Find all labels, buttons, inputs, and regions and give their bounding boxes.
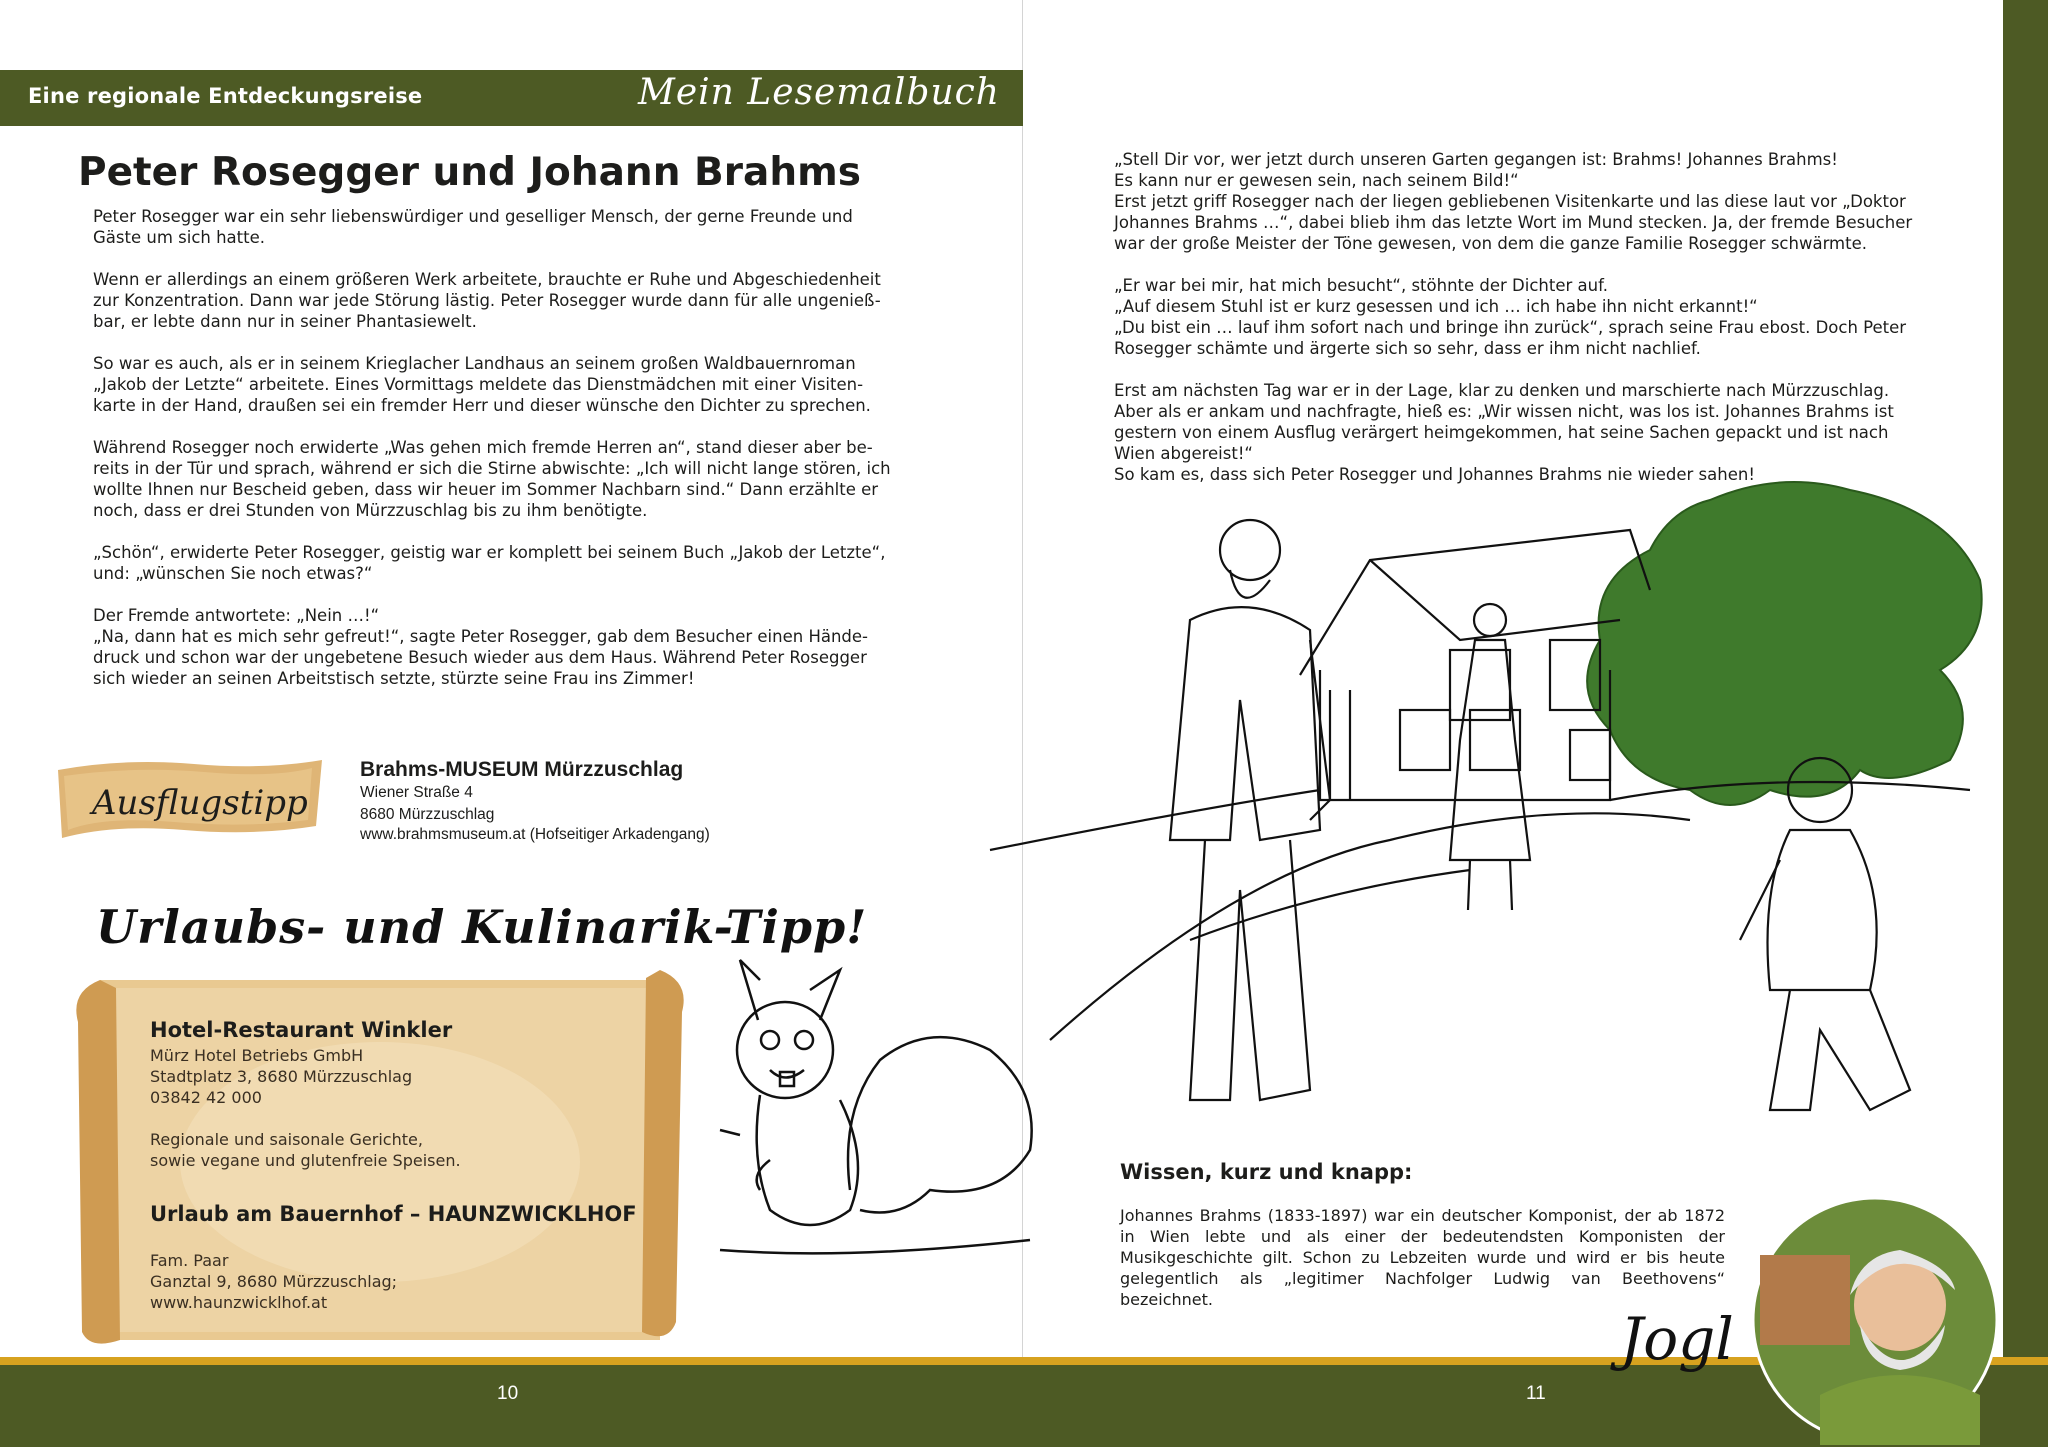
- footer-bar: [0, 1365, 2048, 1447]
- museum-name: Brahms-MUSEUM Mürzzuschlag: [360, 758, 684, 781]
- ausflugstipp-banner: [54, 756, 326, 842]
- hotel-note: sowie vegane und glutenfreie Speisen.: [150, 1151, 461, 1170]
- farm-line: Ganztal 9, 8680 Mürzzuschlag;: [150, 1272, 398, 1291]
- museum-street: Wiener Straße 4: [360, 784, 473, 801]
- page-number-left: 10: [497, 1383, 519, 1404]
- farm-line: Fam. Paar: [150, 1251, 229, 1270]
- footer-gold-stripe: [0, 1357, 2048, 1365]
- story-paragraph: Peter Rosegger war ein sehr liebenswürdiger und geselliger Mensch, der gerne Freunde und Gäste um sich hatte.: [93, 207, 853, 247]
- jogl-signature: Jogl: [1620, 1305, 1734, 1373]
- story-paragraph: Der Fremde antwortete: „Nein …!“ „Na, dann hat es mich sehr gefreut!“, sagte Peter Rosegger, gab dem Besucher einen Hände- druck und schon war der ungebetene Besuch wieder aus dem Haus. Während Peter Rosegger sich wieder an seinen Arbeitstisch setzte, stürzte seine Frau ins Zimmer!: [93, 606, 868, 688]
- wissen-heading: Wissen, kurz und knapp:: [1120, 1160, 1413, 1184]
- brahms-scene-illustration: [990, 470, 2000, 1160]
- story-paragraph: So war es auch, als er in seinem Krieglacher Landhaus an seinem großen Waldbauernroman „Jakob der Letzte“ arbeitete. Eines Vormittags meldete das Dienstmädchen mit einer Visiten- karte in der Hand, draußen sei ein fremder Herr und dieser wünsche den Dichter zu sprechen.: [93, 354, 871, 415]
- story-paragraph: „Stell Dir vor, wer jetzt durch unseren Garten gegangen ist: Brahms! Johannes Brahms! Es kann nur er gewesen sein, nach seinem Bild!“ Erst jetzt griff Rosegger nach der liegen gebliebenen Visitenkarte und las diese laut vor „Doktor Johannes Brahms …“, dabei blieb ihm das letzte Wort im Mund stecken. Ja, der fremde Besucher war der große Meister der Töne gewesen, von dem die ganze Familie Rosegger schwärmte.: [1114, 150, 1913, 253]
- story-left: [93, 206, 926, 710]
- wissen-text: Johannes Brahms (1833-1897) war ein deutscher Komponist, der ab 1872 in Wien lebte und als einer der bedeutendsten Komponisten der Musikgeschichte gilt. Schon zu Lebzeiten wurde und wird er bis heute gelegentlich als „legitimer Nachfolger Ludwig van Beethovens“ bezeichnet.: [1120, 1206, 1725, 1309]
- hotel-name: Hotel-Restaurant Winkler: [150, 1018, 453, 1042]
- ausflugstipp-label: Ausflugstipp: [92, 783, 308, 823]
- header-script-title: Mein Lesemalbuch: [638, 72, 1000, 113]
- hotel-line: Mürz Hotel Betriebs GmbH: [150, 1046, 364, 1065]
- story-paragraph: Erst am nächsten Tag war er in der Lage, klar zu denken und marschierte nach Mürzzuschlag. Aber als er ankam und nachfragte, hieß es: „Wir wissen nicht, was los ist. Johannes Brahms ist gestern von einem Ausflug verärgert heimgekommen, hat seine Sachen gepackt und ist nach Wien abgereist!“ So kam es, dass sich Peter Rosegger und Johannes Brahms nie wieder sahen!: [1114, 381, 1894, 484]
- story-paragraph: Wenn er allerdings an einem größeren Werk arbeitete, brauchte er Ruhe und Abgeschiedenheit zur Konzentration. Dann war jede Störung lästig. Peter Rosegger wurde dann für alle ungenieß- bar, er lebte dann nur in seiner Phantasiewelt.: [93, 270, 881, 331]
- museum-city: 8680 Mürzzuschlag: [360, 806, 495, 823]
- page-title: Peter Rosegger und Johann Brahms: [78, 150, 861, 195]
- story-paragraph: „Er war bei mir, hat mich besucht“, stöhnte der Dichter auf. „Auf diesem Stuhl ist er kurz gesessen und ich … ich habe ihn nicht erkannt!“ „Du bist ein … lauf ihm sofort nach und bringe ihn zurück“, sprach seine Frau ebost. Doch Peter Rosegger schämte und ärgerte sich so sehr, dass er ihm nicht nachlief.: [1114, 276, 1907, 358]
- header-kicker: Eine regionale Entdeckungsreise: [28, 84, 423, 108]
- story-paragraph: Während Rosegger noch erwiderte „Was gehen mich fremde Herren an“, stand dieser aber be- reits in der Tür und sprach, während er sich die Stirne abwischte: „Ich will nicht lange stören, ich wollte Ihnen nur Bescheid geben, dass wir heuer im Sommer Nachbarn sind.“ Dann erzählte er noch, dass er drei Stunden von Mürzzuschlag bis zu ihm benötigte.: [93, 438, 891, 520]
- page-number-right: 11: [1526, 1383, 1546, 1404]
- hotel-line: Stadtplatz 3, 8680 Mürzzuschlag: [150, 1067, 413, 1086]
- museum-web[interactable]: www.brahmsmuseum.at (Hofseitiger Arkadengang): [360, 826, 710, 843]
- story-paragraph: „Schön“, erwiderte Peter Rosegger, geistig war er komplett bei seinem Buch „Jakob der Letzte“, und: „wünschen Sie noch etwas?“: [93, 543, 886, 583]
- story-right: [1114, 149, 1957, 506]
- farm-web[interactable]: www.haunzwicklhof.at: [150, 1293, 328, 1312]
- hotel-note: Regionale und saisonale Gerichte,: [150, 1130, 423, 1149]
- farm-name: Urlaub am Bauernhof – HAUNZWICKLHOF: [150, 1202, 637, 1226]
- jogl-portrait: [1750, 1195, 2030, 1445]
- hotel-phone: 03842 42 000: [150, 1088, 262, 1107]
- kulinarik-heading: Urlaubs- und Kulinarik-Tipp!: [96, 900, 868, 954]
